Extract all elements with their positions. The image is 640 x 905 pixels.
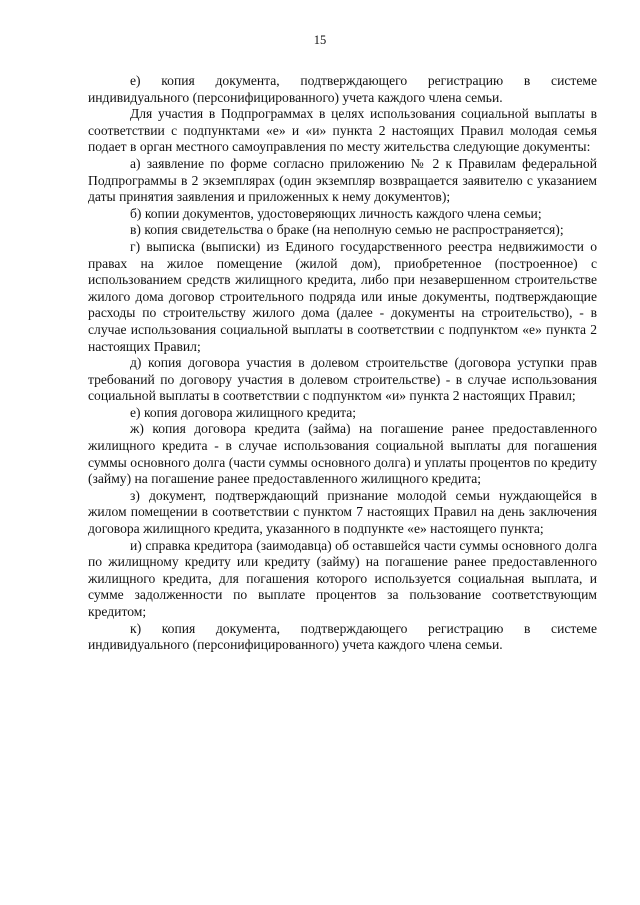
paragraph-g: г) выписка (выписки) из Единого государственного реестра недвижимости о правах на жилое помещение (жилой дом), приобретенное (построенное) с использованием средств жилищного кредита, либо при незавершенном строительстве жилого дома договор строительного подряда или иные документы, подтверждающие расходы по строительству жилого дома (далее - документы на строительство), - в случае использования социальной выплаты в соответствии с подпунктом «е» пункта 2 настоящих Правил;: [88, 238, 597, 354]
paragraph-v: в) копия свидетельства о браке (на неполную семью не распространяется);: [130, 222, 564, 238]
paragraph-e: е) копия договора жилищного кредита;: [130, 404, 357, 420]
paragraph-b: б) копии документов, удостоверяющих личность каждого члена семьи;: [130, 205, 542, 221]
paragraph-i: и) справка кредитора (заимодавца) об оставшейся части суммы основного долга по жилищному кредиту или кредиту (займу) на погашение ранее предоставленного жилищного кредита, для погашения которого используется социальная выплата, и сумме задолженности по выплате процентов за пользование соответствующим кредитом;: [88, 537, 597, 619]
paragraph-zh: ж) копия договора кредита (займа) на погашение ранее предоставленного жилищного кредита - в случае использования социальной выплаты для погашения суммы основного долга (части суммы основного долга) и уплаты процентов по кредиту (займу) на погашение ранее предоставленного жилищного кредита;: [88, 421, 597, 487]
paragraph-z: з) документ, подтверждающий признание молодой семьи нуждающейся в жилом помещении в соответствии с пунктом 7 настоящих Правил на день заключения договора жилищного кредита, указанного в подпункте «е» настоящего пункта;: [88, 487, 597, 537]
page-number: 15: [313, 33, 327, 47]
paragraph-k: к) копия документа, подтверждающего регистрацию в системе индивидуального (персонифицированного) учета каждого члена семьи.: [88, 620, 597, 653]
paragraph-intro: Для участия в Подпрограммах в целях использования социальной выплаты в соответствии с подпунктами «е» и «и» пункта 2 настоящих Правил молодая семья подает в орган местного самоуправления по месту жительства следующие документы:: [88, 106, 597, 155]
paragraph-e-snils: е) копия документа, подтверждающего регистрацию в системе индивидуального (персонифицированного) учета каждого члена семьи.: [88, 73, 597, 105]
document-body: [88, 73, 597, 654]
paragraph-d: д) копия договора участия в долевом строительстве (договора уступки прав требований по договору участия в долевом строительстве) - в случае использования социальной выплаты в соответствии с подпунктом «и» пункта 2 настоящих Правил;: [88, 355, 597, 404]
paragraph-a: а) заявление по форме согласно приложению № 2 к Правилам федеральной Подпрограммы в 2 экземплярах (один экземпляр возвращается заявителю с указанием даты принятия заявления и приложенных к нему документов);: [88, 155, 597, 205]
